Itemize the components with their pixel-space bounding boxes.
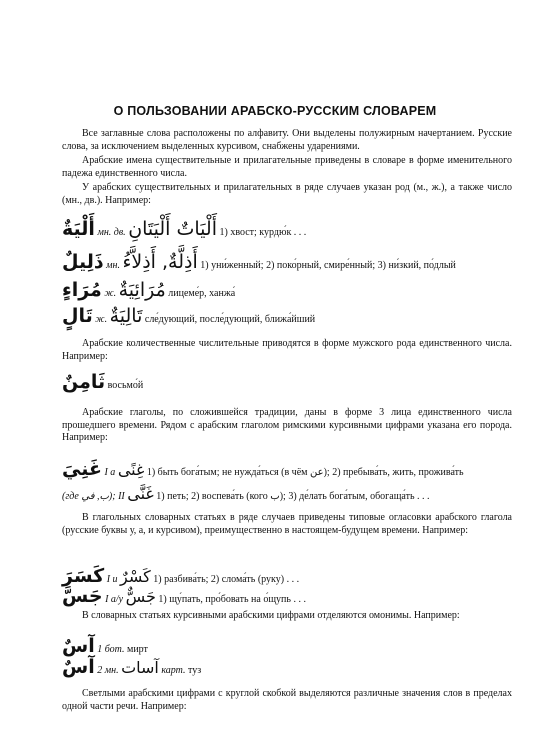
paragraph-numerals: Арабские количественные числительные приводятся в форме мужского рода единственного числа. Например: bbox=[62, 338, 512, 362]
paragraph-nouns: Арабские имена существительные и прилагательные приведены в словаре в форме именительного падежа единственного числа. bbox=[62, 155, 512, 179]
headword-arabic: كَسَرَ bbox=[62, 565, 105, 587]
paragraph-homonyms: В словарных статьях курсивными арабскими цифрами отделяются омонимы. Например: bbox=[82, 610, 460, 621]
example-entry bbox=[62, 371, 512, 393]
grammar-mark: ж. bbox=[104, 288, 117, 299]
translation: 1) щу́пать, про́бовать на о́щупь . . . bbox=[158, 594, 306, 605]
example-entry bbox=[62, 656, 512, 678]
form-arabic: تَالِيَةٌ bbox=[109, 305, 143, 327]
headword-arabic: ثَامِنٌ bbox=[62, 371, 106, 393]
grammar-mark: I и bbox=[106, 574, 118, 585]
headword-arabic: ذَلِيلٌ bbox=[62, 251, 104, 273]
form-arabic: جَسٌّ bbox=[125, 587, 156, 606]
translation: восьмо́й bbox=[107, 380, 144, 391]
form-arabic: مُرَائِيَةٌ bbox=[118, 279, 166, 301]
grammar-mark: мн. дв. bbox=[97, 227, 126, 238]
paragraph-gender: У арабских существительных и прилагательных в ряде случаев указан род (м., ж.), а также число (мн., дв.). Например: bbox=[62, 182, 512, 206]
translation: 1) разбива́ть; 2) слома́ть (руку) . . . bbox=[153, 574, 300, 585]
example-entry bbox=[62, 251, 512, 273]
grammar-mark: I a bbox=[104, 467, 116, 478]
form-arabic: آسات bbox=[121, 658, 159, 677]
translation: 1) быть бога́тым; не нужда́ться (в чём عن); 2) пребыва́ть, жить, прожива́ть bbox=[146, 467, 464, 478]
example-entry bbox=[62, 305, 512, 327]
form-arabic: أَذِلَّةٌ, أَذِلاَّءُ bbox=[122, 251, 198, 273]
headword-arabic: أَلْيَةٌ bbox=[62, 218, 95, 240]
translation: 1) уни́женный; 2) поко́рный, смире́нный; 3) ни́зкий, по́длый bbox=[200, 260, 456, 271]
paragraph-alphabet: Все заглавные слова расположены по алфавиту. Они выделены полужирным начертанием. Русские слова, за исключением выделенных курсивом, снабжены ударениями. bbox=[62, 128, 512, 152]
form-arabic: كَسْرٌ bbox=[120, 567, 151, 586]
example-entry bbox=[62, 218, 512, 240]
paragraph-vocalization: В глагольных словарных статьях в ряде случаев приведены типовые огласовки арабского глагола (русские буквы у, а, и курсивом), преимущественно в настоящем-будущем времени. Например: bbox=[62, 512, 512, 536]
form-arabic: غِنًى bbox=[117, 460, 145, 479]
headword-arabic: آسٌ bbox=[62, 635, 95, 657]
headword-arabic: جَسَّ bbox=[62, 585, 103, 607]
headword-arabic: آسٌ bbox=[62, 656, 95, 678]
example-entry bbox=[62, 565, 512, 587]
grammar-mark: 2 мн. bbox=[97, 665, 119, 676]
grammar-mark: II bbox=[118, 491, 125, 502]
grammar-mark: 1 бот. bbox=[97, 644, 125, 655]
grammar-mark: ж. bbox=[95, 314, 108, 325]
grammar-mark: карт. bbox=[161, 665, 186, 676]
headword-arabic: مُرَاءٍ bbox=[62, 279, 102, 301]
usage-note: (где ب, في); bbox=[62, 491, 116, 502]
example-entry bbox=[62, 484, 512, 503]
form-arabic: غَنَّى bbox=[127, 484, 154, 503]
grammar-mark: мн. bbox=[106, 260, 120, 271]
headword-arabic: غَنِيَ bbox=[62, 458, 102, 480]
translation: лицеме́р, ханжа́ bbox=[168, 288, 236, 299]
example-entry bbox=[62, 458, 512, 480]
translation: туз bbox=[188, 665, 202, 676]
example-entry bbox=[62, 635, 512, 657]
translation: сле́дующий, после́дующий, ближа́йший bbox=[144, 314, 316, 325]
translation: 1) хвост; курдю́к . . . bbox=[219, 227, 307, 238]
paragraph-meanings: Светлыми арабскими цифрами с круглой скобкой выделяются различные значения слов в пределах одной части речи. Например: bbox=[62, 688, 512, 712]
example-entry bbox=[62, 585, 512, 607]
translation: мирт bbox=[126, 644, 148, 655]
grammar-mark: I а/у bbox=[105, 594, 124, 605]
form-arabic: أَلْيَاتٌ أَلْيَتَانِ bbox=[128, 218, 217, 240]
headword-arabic: تَالٍ bbox=[62, 305, 93, 327]
paragraph-verbs: Арабские глаголы, по сложившейся традиции, даны в форме 3 лица единственного числа прошедшего времени. Рядом с арабским глаголом римскими курсивными цифрами указана его порода. Например: bbox=[62, 407, 512, 444]
page-title: О ПОЛЬЗОВАНИИ АРАБСКО-РУССКИМ СЛОВАРЕМ bbox=[113, 104, 437, 118]
translation: 1) петь; 2) воспева́ть (кого ب); 3) де́лать бога́тым, обогаща́ть . . . bbox=[156, 491, 430, 502]
example-entry bbox=[62, 279, 512, 301]
